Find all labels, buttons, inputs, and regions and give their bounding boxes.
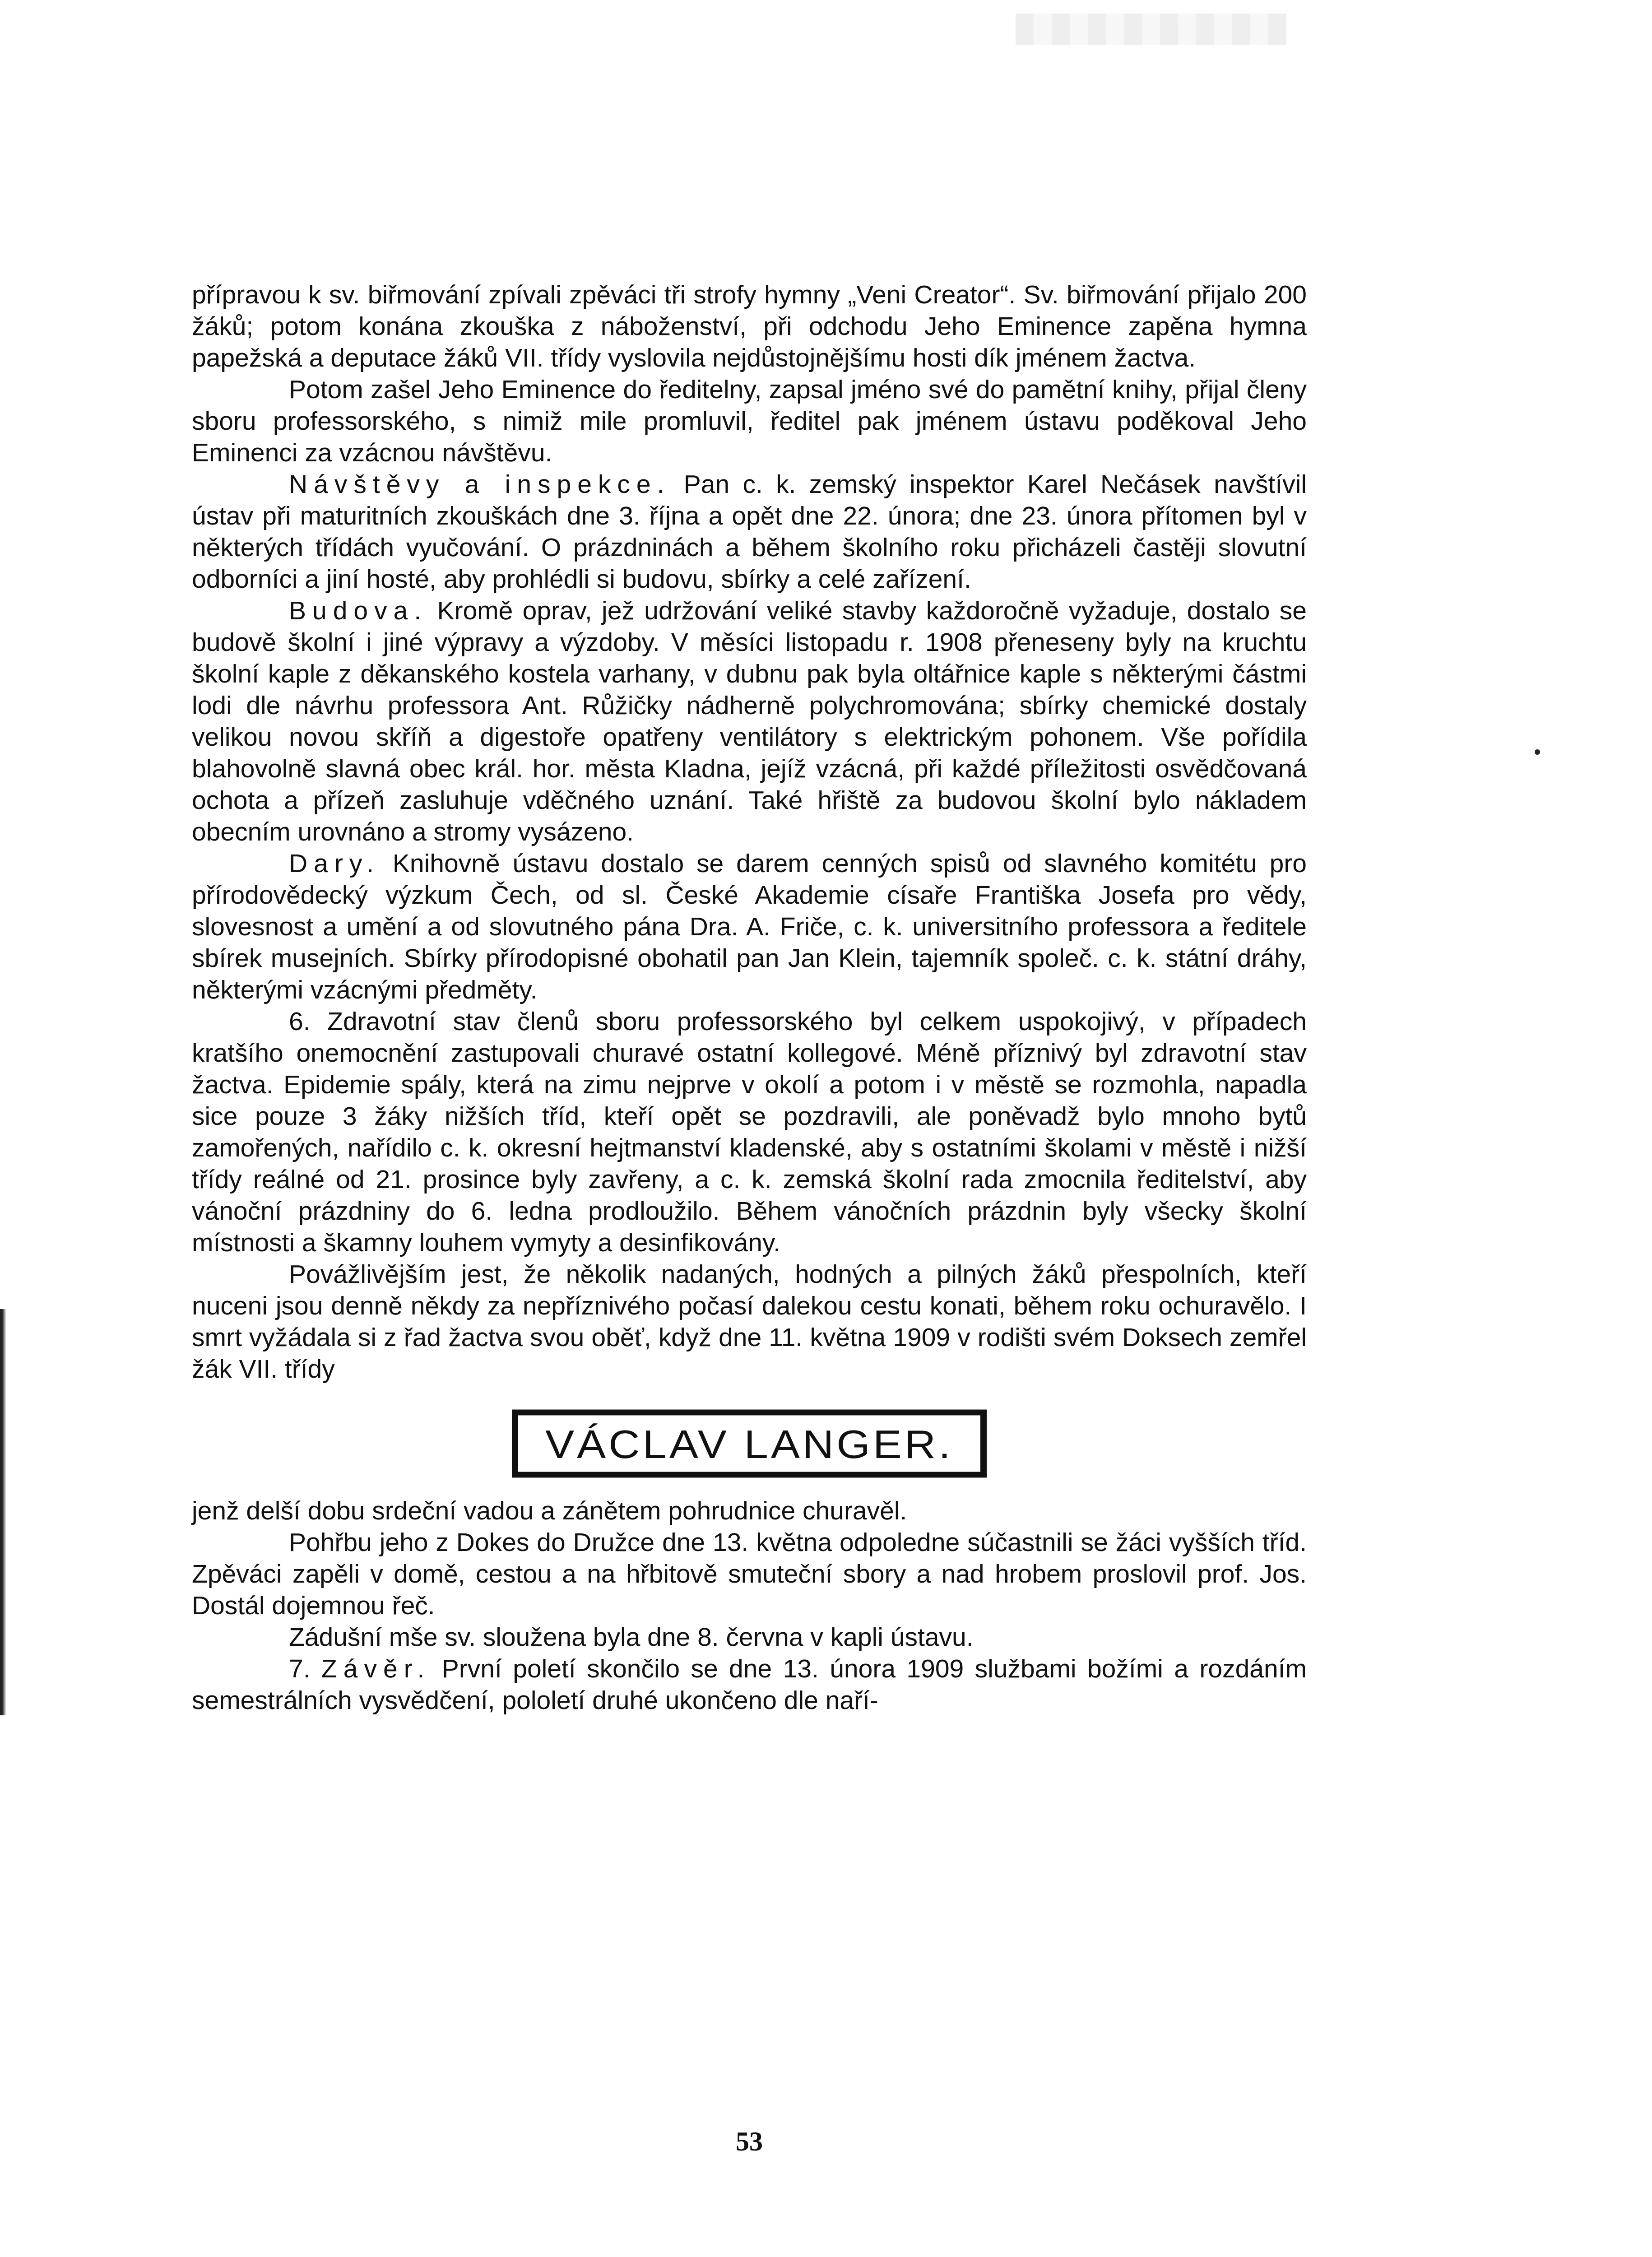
paragraph-building: Budova. Kromě oprav, jež udržování veliké stavby každoročně vyžaduje, dostalo se budově školní i jiné výpravy a výzdoby. V měsíci listopadu r. 1908 přeneseny byly na kruchtu školní kaple z děkanského kostela varhany, v dubnu pak byla oltářnice kaple s některými částmi lodi dle návrhu professora Ant. Růžičky nádherně polychromována; sbírky chemické dostaly velikou novou skříň a digestoře opatřeny ventilátory s elektrickým pohonem. Vše pořídila blahovolně slavná obec král. hor. města Kladna, jejíž vzácná, při každé příležitosti osvědčovaná ochota a přízeň zasluhuje vděčného uznání. Také hřiště za budovou školní bylo nákladem obecním urovnáno a stromy vysázeno.	[192, 596, 1307, 846]
paragraph-requiem: Zádušní mše sv. sloužena byla dne 8. června v kapli ústavu.	[289, 1623, 974, 1652]
paragraph-funeral: Pohřbu jeho z Dokes do Družce dne 13. května odpoledne súčastnili se žáci vyšších tříd. Zpěváci zapěli v domě, cestou a na hřbitově smuteční sbory a nad hrobem proslovil prof. Jos. Dostál dojemnou řeč.	[192, 1528, 1307, 1620]
document-body	[192, 279, 1307, 1716]
section-heading-conclusion: Závěr.	[321, 1654, 431, 1683]
paragraph-visits: Návštěvy a inspekce. Pan c. k. zemský inspektor Karel Nečásek navštívil ústav při maturitních zkouškách dne 3. října a opět dne 22. února; dne 23. února přítomen byl v některých třídách vyučování. O prázdninách a během školního roku přicházeli častěji slovutní odborníci a jiní hosté, aby prohlédli si budovu, sbírky a celé zařízení.	[192, 470, 1307, 594]
name-box-wrap	[192, 1407, 1307, 1481]
section-heading-building: Budova.	[289, 596, 428, 625]
paragraph-conclusion: 7. Závěr. První poletí skončilo se dne 13. února 1909 službami božími a rozdáním semestrálních vysvědčení, pololetí druhé ukončeno dle naří-	[192, 1654, 1307, 1715]
name-box: VÁCLAV LANGER.	[512, 1410, 987, 1478]
section-heading-visits: Návštěvy a inspekce.	[289, 470, 671, 499]
section-heading-gifts: Dary.	[289, 849, 380, 878]
paragraph-gifts: Dary. Knihovně ústavu dostalo se darem cenných spisů od slavného komitétu pro přírodovědecký výzkum Čech, od sl. České Akademie císaře Františka Josefa pro vědy, slovesnost a umění a od slovutného pána Dra. A. Friče, c. k. universitního professora a ředitele sbírek musejních. Sbírky přírodopisné obohatil pan Jan Klein, tajemník společ. c. k. státní dráhy, některými vzácnými předměty.	[192, 849, 1307, 1004]
paragraph-death: Povážlivějším jest, že několik nadaných, hodných a pilných žáků přespolních, kteří nuceni jsou denně někdy za nepříznivého počasí dalekou cestu konati, během roku ochuravělo. I smrt vyžádala si z řad žactva svou oběť, když dne 11. května 1909 v rodišti svém Doksech zemřel žák VII. třídy	[192, 1260, 1307, 1384]
paragraph-health: 6. Zdravotní stav členů sboru professorského byl celkem uspokojivý, v případech kratšího onemocnění zastupovali churavé ostatní kollegové. Méně příznivý byl zdravotní stav žactva. Epidemie spály, která na zimu nejprve v okolí a potom i v městě se rozmohla, napadla sice pouze 3 žáky nižších tříd, kteří opět se pozdravili, ale poněvadž bylo mnoho bytů zamořených, nařídilo c. k. okresní hejtmanství kladenské, aby s ostatními školami v městě i nižší třídy reálné od 21. prosince byly zavřeny, a c. k. zemská školní rada zmocnila ředitelství, aby vánoční prázdniny do 6. ledna prodloužilo. Během vánočních prázdnin byly všecky školní místnosti a škamny louhem vymyty a desinfikovány.	[192, 1007, 1307, 1257]
page-number: 53	[736, 2127, 763, 2156]
scan-artifact	[1016, 14, 1286, 45]
scan-edge	[0, 1309, 6, 1715]
paragraph-illness: jenž delší dobu srdeční vadou a zánětem pohrudnice churavěl.	[192, 1496, 907, 1525]
paragraph-director-office: Potom zašel Jeho Eminence do ředitelny, zapsal jméno své do pamětní knihy, přijal členy sboru professorského, s nimiž mile promluvil, ředitel pak jménem ústavu poděkoval Jeho Eminenci za vzácnou návštěvu.	[192, 375, 1307, 467]
paragraph-confirmation: přípravou k sv. biřmování zpívali zpěváci tři strofy hymny „Veni Creator“. Sv. biřmování přijalo 200 žáků; potom konána zkouška z náboženství, při odchodu Jeho Eminence zapěna hymna papežská a deputace žáků VII. třídy vyslovila nejdůstojnějšímu hosti dík jménem žactva.	[192, 280, 1307, 372]
scan-speck	[1535, 749, 1540, 755]
